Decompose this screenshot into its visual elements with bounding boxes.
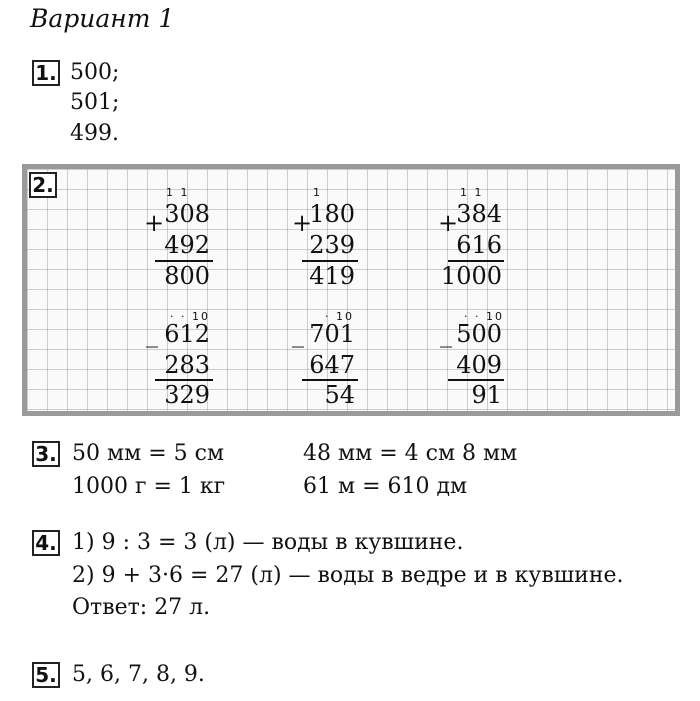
task3-left-2: 1000 г = 1 кг bbox=[72, 474, 226, 499]
result: 329 bbox=[164, 381, 210, 409]
task1-number: 1. bbox=[32, 60, 60, 86]
minus-sign: _ bbox=[146, 320, 158, 348]
result: 800 bbox=[164, 262, 210, 290]
operand-a: 701 bbox=[309, 320, 355, 348]
task4-number: 4. bbox=[32, 530, 60, 556]
operand-b: 239 bbox=[309, 231, 355, 259]
task5-number: 5. bbox=[32, 662, 60, 688]
borrow-marks: · · 10 bbox=[464, 310, 504, 323]
task5-text: 5, 6, 7, 8, 9. bbox=[72, 662, 205, 687]
task3-right-2: 61 м = 610 дм bbox=[303, 474, 468, 499]
result: 1000 bbox=[440, 262, 502, 290]
task4-line-2: 2) 9 + 3·6 = 27 (л) — воды в ведре и в кувшине. bbox=[72, 563, 624, 588]
task3-number: 3. bbox=[32, 441, 60, 467]
result: 91 bbox=[471, 381, 502, 409]
operand-a: 612 bbox=[164, 320, 210, 348]
task3-right-1: 48 мм = 4 см 8 мм bbox=[303, 441, 518, 466]
task4-line-3: Ответ: 27 л. bbox=[72, 595, 211, 620]
plus-sign: + bbox=[438, 209, 459, 237]
operand-b: 283 bbox=[164, 351, 210, 379]
minus-sign: _ bbox=[440, 320, 452, 348]
carry-marks: 1 1 bbox=[460, 186, 484, 199]
minus-sign: _ bbox=[292, 320, 304, 348]
operand-b: 647 bbox=[309, 351, 355, 379]
operand-a: 180 bbox=[309, 200, 355, 228]
carry-marks: 1 1 bbox=[166, 186, 190, 199]
result: 54 bbox=[324, 381, 355, 409]
operand-a: 384 bbox=[456, 200, 502, 228]
result: 419 bbox=[309, 262, 355, 290]
borrow-marks: · · 10 bbox=[170, 310, 210, 323]
task3-left-1: 50 мм = 5 см bbox=[72, 441, 225, 466]
task4-line-1: 1) 9 : 3 = 3 (л) — воды в кувшине. bbox=[72, 530, 464, 555]
plus-sign: + bbox=[144, 209, 165, 237]
operand-a: 500 bbox=[456, 320, 502, 348]
task1-line-2: 501; bbox=[70, 90, 120, 115]
borrow-marks: · 10 bbox=[325, 310, 354, 323]
task2-number: 2. bbox=[29, 172, 57, 198]
operand-a: 308 bbox=[164, 200, 210, 228]
page-title: Вариант 1 bbox=[30, 4, 175, 33]
operand-b: 492 bbox=[164, 231, 210, 259]
carry-marks: 1 bbox=[313, 186, 322, 199]
operand-b: 616 bbox=[456, 231, 502, 259]
task1-line-3: 499. bbox=[70, 121, 119, 146]
operand-b: 409 bbox=[456, 351, 502, 379]
task1-line-1: 500; bbox=[70, 60, 120, 85]
plus-sign: + bbox=[292, 209, 313, 237]
